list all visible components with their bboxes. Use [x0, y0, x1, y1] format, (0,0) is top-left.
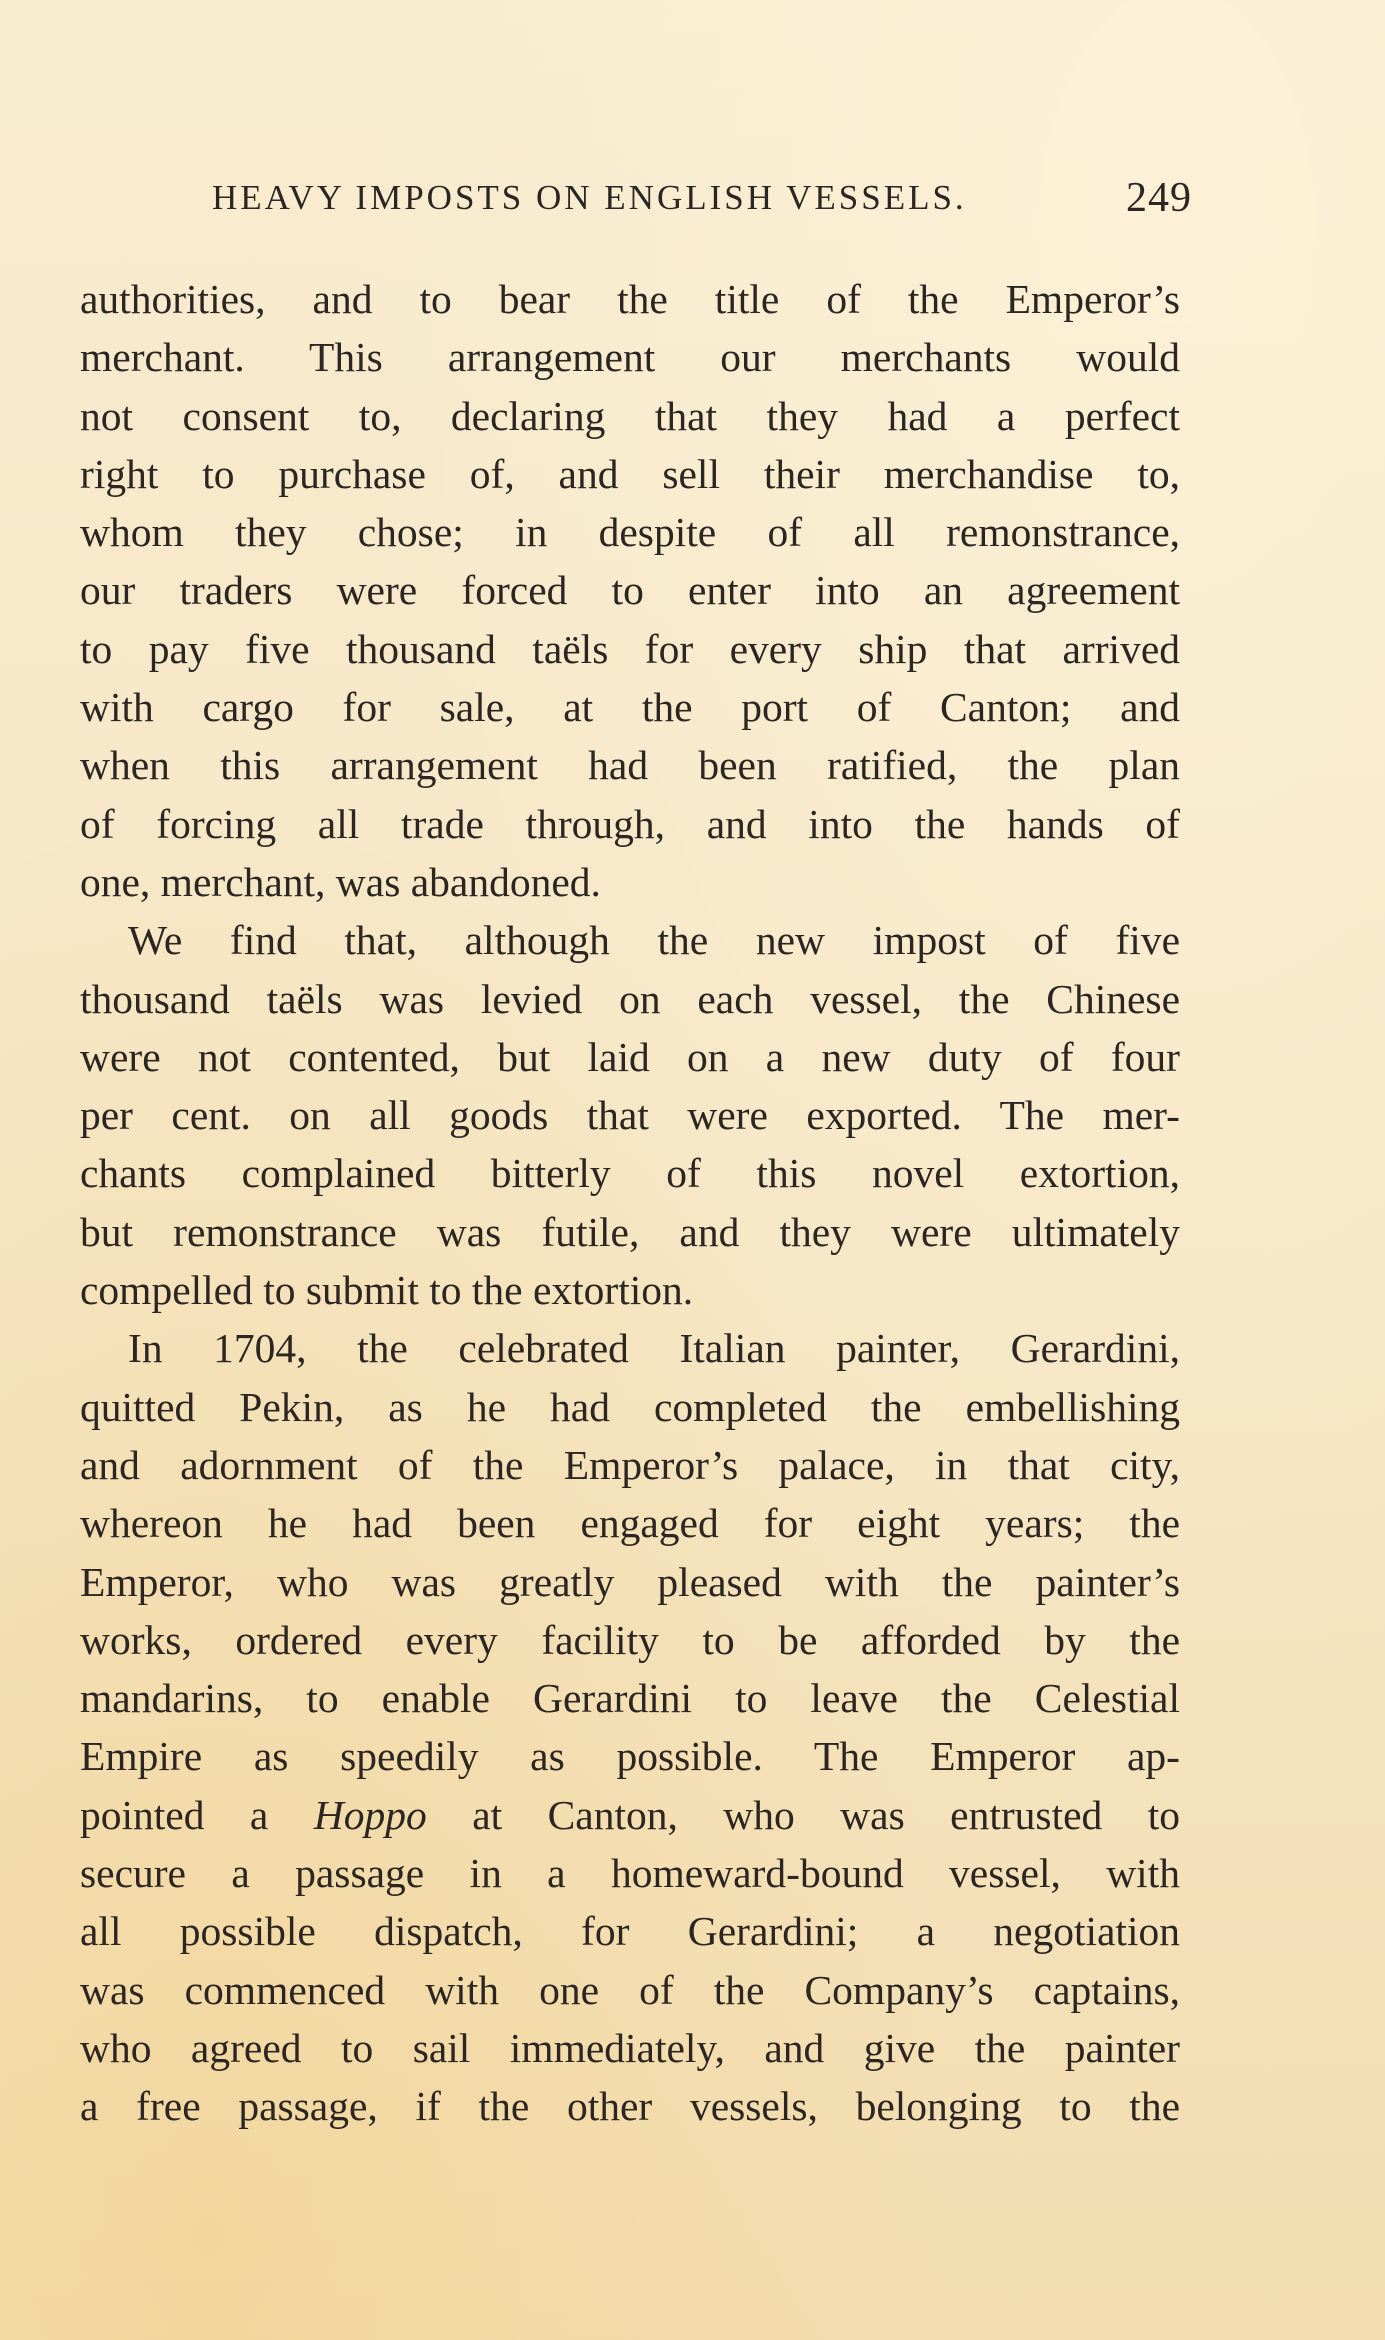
- text-line: right to purchase of, and sell their merchandise to,: [80, 450, 1180, 497]
- text-line: In 1704, the celebrated Italian painter, Gerardini,: [128, 1325, 1180, 1372]
- text-line: authorities, and to bear the title of the Emperor’s: [80, 276, 1180, 322]
- text-line: a free passage, if the other vessels, belonging to the: [80, 2083, 1180, 2130]
- text-line: but remonstrance was futile, and they were ultimately: [80, 1208, 1180, 1255]
- text-line: whereon he had been engaged for eight years; the: [80, 1500, 1180, 1547]
- body-text: [80, 270, 1180, 2136]
- running-head: [212, 175, 1192, 228]
- running-title: HEAVY IMPOSTS ON ENGLISH VESSELS.: [212, 178, 967, 217]
- text-segment: pointed a: [80, 1791, 269, 1838]
- italic-term-hoppo: Hoppo: [313, 1791, 427, 1838]
- text-line: works, ordered every facility to be afforded by the: [80, 1616, 1180, 1663]
- text-line: secure a passage in a homeward-bound vessel, with: [80, 1850, 1180, 1897]
- text-line: one, merchant, was abandoned.: [80, 858, 601, 905]
- text-line: when this arrangement had been ratified, the plan: [80, 742, 1180, 789]
- text-line: We find that, although the new impost of five: [128, 917, 1180, 964]
- text-line: who agreed to sail immediately, and give the painter: [80, 2024, 1180, 2071]
- text-line: our traders were forced to enter into an agreement: [80, 567, 1180, 614]
- text-line: chants complained bitterly of this novel extortion,: [80, 1150, 1180, 1197]
- text-line-with-italic: [80, 1786, 1180, 1844]
- text-line: compelled to submit to the extortion.: [80, 1267, 694, 1314]
- text-line: quitted Pekin, as he had completed the embellishing: [80, 1383, 1180, 1430]
- text-line: per cent. on all goods that were exported. The mer-: [80, 1092, 1180, 1139]
- text-line: was commenced with one of the Company’s captains,: [80, 1966, 1180, 2013]
- text-line: not consent to, declaring that they had a perfect: [80, 392, 1180, 439]
- text-line: of forcing all trade through, and into the hands of: [80, 800, 1180, 847]
- text-line: to pay five thousand taëls for every ship that arrived: [80, 625, 1180, 672]
- page-number: 249: [1126, 175, 1192, 221]
- text-line: whom they chose; in despite of all remonstrance,: [80, 509, 1180, 556]
- text-line: with cargo for sale, at the port of Canton; and: [80, 684, 1180, 731]
- text-line: Empire as speedily as possible. The Emperor ap-: [80, 1733, 1180, 1780]
- text-line: thousand taëls was levied on each vessel, the Chinese: [80, 975, 1180, 1022]
- text-line: were not contented, but laid on a new duty of four: [80, 1033, 1180, 1080]
- text-line: and adornment of the Emperor’s palace, in that city,: [80, 1441, 1180, 1488]
- text-line: Emperor, who was greatly pleased with the painter’s: [80, 1558, 1180, 1605]
- text-line: all possible dispatch, for Gerardini; a negotiation: [80, 1908, 1180, 1955]
- text-segment: at Canton, who was entrusted to: [472, 1791, 1180, 1838]
- text-line: mandarins, to enable Gerardini to leave the Celestial: [80, 1675, 1180, 1722]
- text-line: merchant. This arrangement our merchants would: [80, 334, 1180, 381]
